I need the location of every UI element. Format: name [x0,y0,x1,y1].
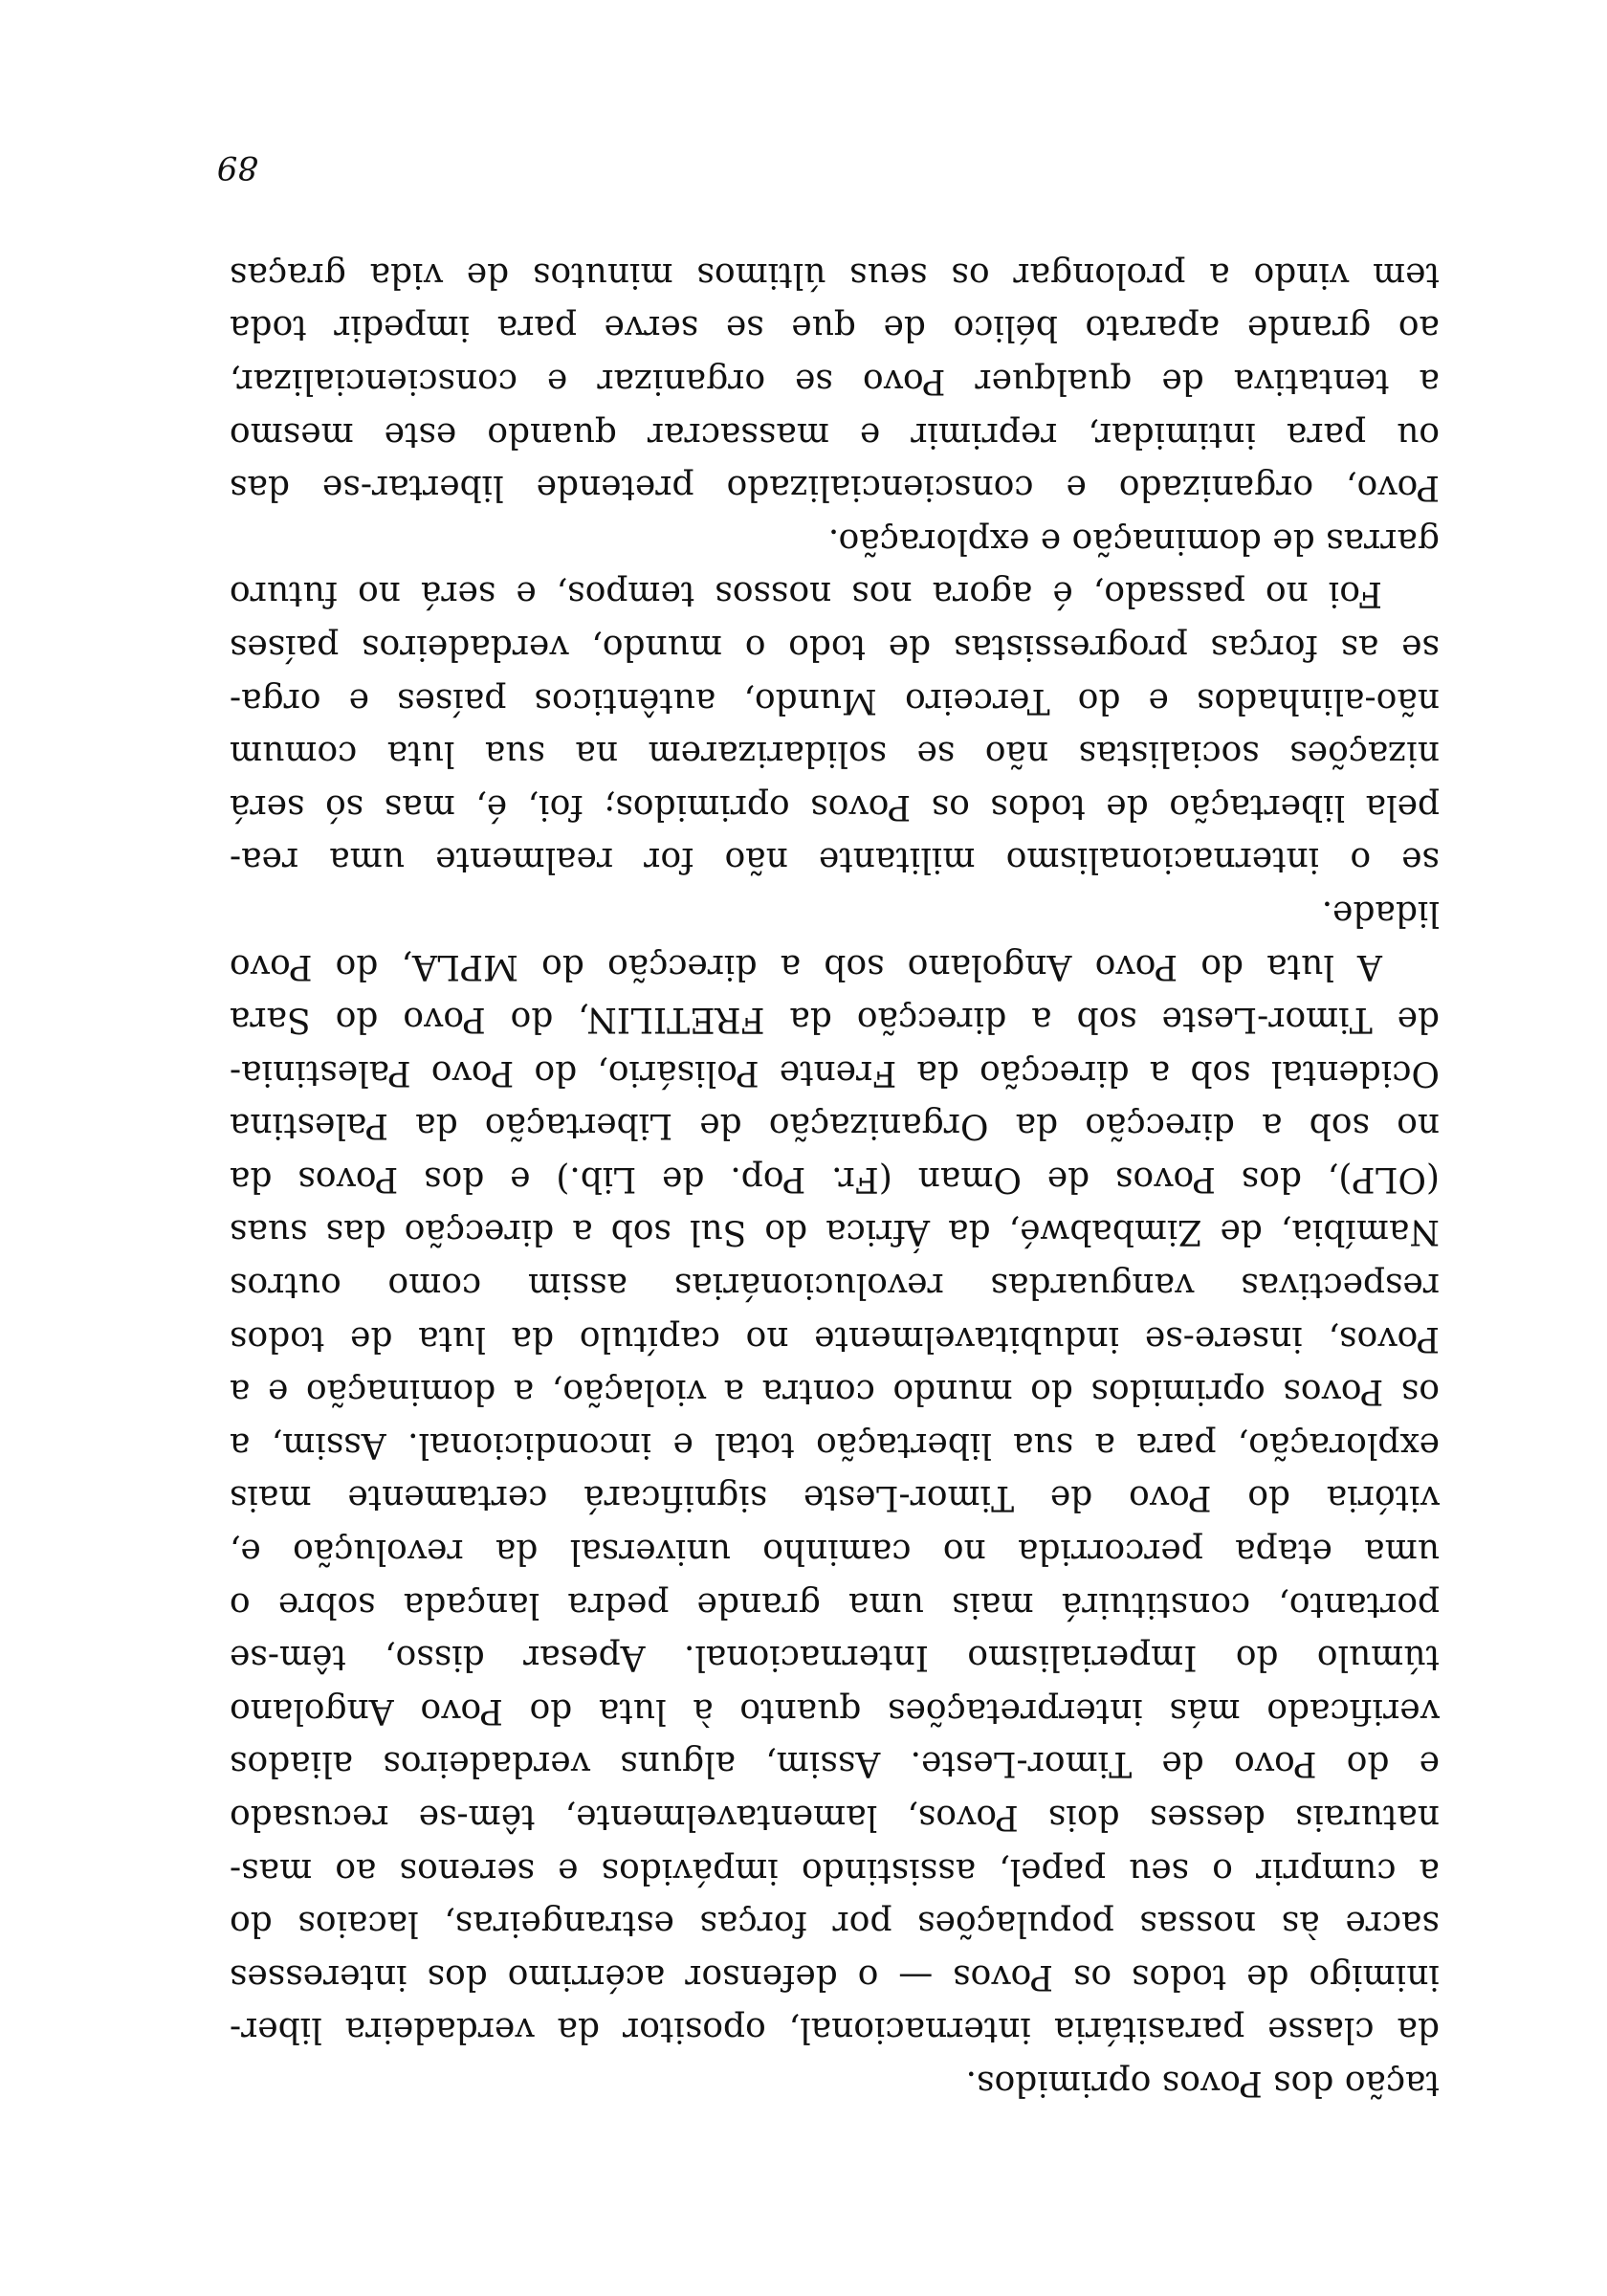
text-line: portanto, constituirá mais uma grande pedra lançada sobre o [230,1584,1440,1624]
text-line: naturais desses dois Povos, lamentavelmente, têm-se recusado [230,1798,1440,1838]
text-line: se o internacionalismo militante não for realmente uma rea- [230,840,1440,880]
text-line: se as forças progressistas de todo o mundo, verdadeiros países [230,627,1440,667]
text-line: Povo, organizado e consciencializado pretende libertar-se das [230,468,1440,508]
text-line: Namíbia, de Zimbabwé, da África do Sul sob a direcção das suas [230,1212,1440,1252]
text-line: e do Povo de Timor-Leste. Assim, alguns verdadeiros aliados [230,1744,1440,1784]
text-line: Foi no passado, é agora nos nossos tempos, e será no futuro [230,574,1382,614]
text-line: (OLP), dos Povos de Oman (Fr. Pop. de Lib.) e dos Povos da [230,1159,1440,1199]
text-line: nizações socialistas não se solidarizarem na sua luta comum [230,734,1440,774]
text-line: respectivas vanguardas revolucionárias assim como outros [230,1266,1440,1306]
text-line: a cumprir o seu papel, assistindo impávidos e serenos ao mas- [230,1850,1440,1890]
text-line: lidade. [1321,893,1440,933]
page-number: 89 [216,148,258,187]
text-line: uma etapa percorrida no caminho universal da revolução e, [230,1532,1440,1572]
text-line: de Timor-Leste sob a direcção da FRETILIN, do Povo do Sara [230,1000,1440,1040]
text-line: ou para intimidar, reprimir e massacrar quando este mesmo [230,414,1440,454]
text-line: sacre às nossas populações por forças estrangeiras, lacaios do [230,1904,1440,1944]
text-line: Povos, insere-se indubitavelmente no capítulo da luta de todos [230,1318,1440,1358]
text-line: vitória do Povo de Timor-Leste significará certamente mais [230,1478,1440,1518]
text-line: A luta do Povo Angolano sob a direcção do MPLA, do Povo [230,946,1382,986]
text-line: da classe parasitária internacional, opositor da verdadeira liber- [230,2010,1440,2050]
text-line: exploração, para a sua libertação total e incondicional. Assim, a [230,1424,1440,1465]
text-line: inimigo de todos os Povos — o defensor acérrimo dos interesses [230,1956,1440,1997]
text-line: tem vindo a prolongar os seus últimos minutos de vida graças [230,254,1440,295]
page-body-text [230,248,1440,2109]
text-line: tação dos Povos oprimidos. [965,2064,1440,2103]
text-line: pela libertação de todos os Povos oprimidos; foi, é, mas só será [230,786,1440,827]
text-line: os Povos oprimidos do mundo contra a violação, a dominação e a [230,1372,1440,1412]
text-line: túmulo do Imperialismo Internacional. Apesar disso, têm-se [230,1638,1440,1678]
text-line: ao grande aparato bélico de que se serve para impedir toda [230,308,1440,348]
text-line: Ocidental sob a direcção da Frente Polisário, do Povo Palestinia- [230,1052,1440,1093]
text-line: no sob a direcção da Organização de Libertação da Palestina [230,1106,1440,1146]
text-line: garras de dominação e exploração. [827,520,1440,561]
text-line: não-alinhados e do Terceiro Mundo, autênticos países e orga- [230,680,1440,720]
text-line: verificado más interpretações quanto à luta do Povo Angolano [230,1690,1440,1731]
text-line: a tentativa de qualquer Povo se organizar e consciencializar, [230,362,1440,401]
